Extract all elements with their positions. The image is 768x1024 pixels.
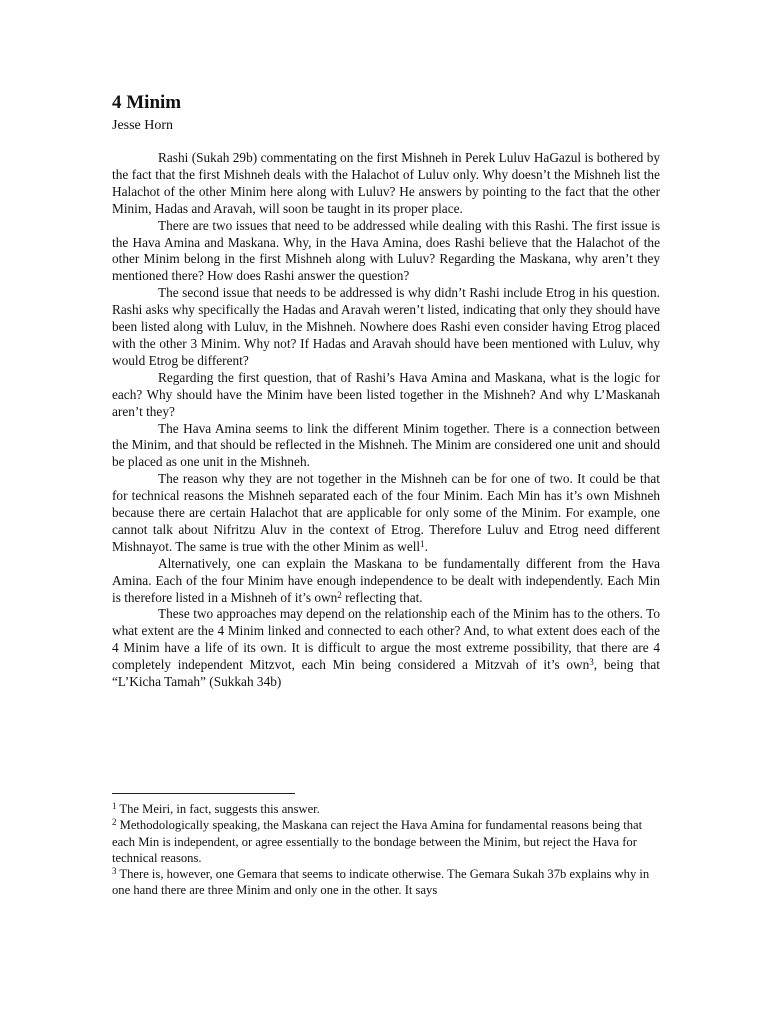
body-paragraph xyxy=(112,370,660,421)
paragraph-text: reflecting that. xyxy=(341,589,423,605)
body-paragraph xyxy=(112,421,660,472)
footnote-reference[interactable]: 1 xyxy=(420,538,425,549)
footnote-number: 3 xyxy=(112,866,117,877)
body-paragraph xyxy=(112,606,660,691)
paragraph-text: There are two issues that need to be addressed while dealing with this Rashi. The first issue is the Hava Amina and Maskana. Why, in the Hava Amina, does Rashi believe that the Halachot of the other Minim belong in the first Mishneh along with Luluv? Regarding the Maskana, why aren’t they mentioned there? How does Rashi answer the question? xyxy=(112,217,660,284)
paragraph-text: The Hava Amina seems to link the different Minim together. There is a connection between the Minim, and that should be reflected in the Mishneh. The Minim are considered one unit and should be placed as one unit in the Mishneh. xyxy=(112,420,660,470)
body-paragraph xyxy=(112,285,660,370)
paragraph-text: . xyxy=(424,538,428,554)
footnote-text: Methodologically speaking, the Maskana can reject the Hava Amina for fundamental reasons being that each Min is independent, or agree essentially to the bondage between the Minim, but reject the Hava for technical reasons. xyxy=(112,818,643,865)
footnote xyxy=(112,801,660,817)
paragraph-text: Rashi (Sukah 29b) commentating on the first Mishneh in Perek Luluv HaGazul is bothered by the fact that the first Mishneh deals with the Halachot of Luluv only. Why doesn’t the Mishneh list the Halachot of the other Minim here along with Luluv? He answers by pointing to the fact that the other Minim, Hadas and Aravah, will soon be taught in its proper place. xyxy=(112,150,660,216)
body-text xyxy=(112,150,660,691)
footnote-reference[interactable]: 3 xyxy=(589,657,594,668)
paragraph-text: The second issue that needs to be addressed is why didn’t Rashi include Etrog in his question. Rashi asks why specifically the Hadas and Aravah weren’t listed, indicating that only they should have been listed along with Luluv, in the Mishneh. Nowhere does Rashi even consider having Etrog placed with the other 3 Minim. Why not? If Hadas and Aravah should have been mentioned with Luluv, why would Etrog be different? xyxy=(112,285,660,368)
paragraph-text: Regarding the first question, that of Rashi’s Hava Amina and Maskana, what is the logic for each? Why should have the Minim have been listed together in the Mishneh? And why L’Maskanah aren’t they? xyxy=(112,369,660,419)
footnote-text: The Meiri, in fact, suggests this answer. xyxy=(116,802,320,816)
paragraph-text: Alternatively, one can explain the Maskana to be fundamentally different from the Hava Amina. Each of the four Minim have enough independence to be dealt with independently. Each Min is therefore listed in a Mishneh of it’s own xyxy=(112,555,660,605)
footnote-text: There is, however, one Gemara that seems to indicate otherwise. The Gemara Sukah 37b explains why in one hand there are three Minim and only one in the other. It says xyxy=(112,867,650,898)
body-paragraph xyxy=(112,150,660,218)
footnote-divider xyxy=(112,793,295,794)
footnotes xyxy=(112,801,660,899)
footnote xyxy=(112,817,660,866)
body-paragraph xyxy=(112,471,660,556)
footnote-number: 2 xyxy=(112,817,117,828)
footnote xyxy=(112,866,660,899)
paragraph-text: , being that “L’Kicha Tamah” (Sukkah 34b) xyxy=(112,657,660,690)
document-author: Jesse Horn xyxy=(112,118,174,133)
footnote-reference[interactable]: 2 xyxy=(337,589,342,600)
body-paragraph xyxy=(112,556,660,607)
document-title: 4 Minim xyxy=(112,92,182,113)
footnote-number: 1 xyxy=(112,801,117,811)
paragraph-text: The reason why they are not together in the Mishneh can be for one of two. It could be that for technical reasons the Mishneh separated each of the four Minim. Each Min has it’s own Mishneh because there are certain Halachot that are applicable for only some of the Minim. For example, one cannot talk about Nifritzu Aluv in the context of Etrog. Therefore Luluv and Etrog need different Mishnayot. The same is true with the other Minim as well xyxy=(112,471,660,554)
paragraph-text: These two approaches may depend on the relationship each of the Minim has to the others. To what extent are the 4 Minim linked and connected to each other? And, to what extent does each of the 4 Minim have a life of its own. It is difficult to argue the most extreme possibility, that there are 4 completely independent Mitzvot, each Min being considered a Mitzvah of it’s own xyxy=(112,606,660,673)
body-paragraph xyxy=(112,218,660,286)
